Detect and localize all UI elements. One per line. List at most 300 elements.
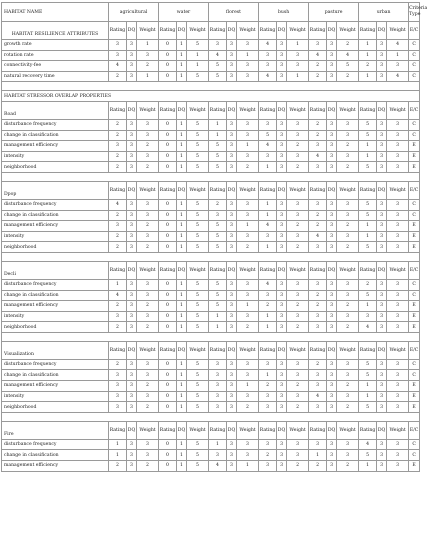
- value-cell: 3: [237, 279, 259, 290]
- table-row: [2, 141, 420, 152]
- value-cell: 2: [309, 61, 327, 72]
- value-cell: 3: [309, 311, 327, 322]
- value-cell: 3: [377, 119, 387, 130]
- value-cell: 3: [387, 450, 409, 461]
- criteria-cell: C: [409, 279, 420, 290]
- value-cell: 3: [259, 402, 277, 413]
- value-cell: 3: [227, 130, 237, 141]
- value-cell: 3: [327, 162, 337, 173]
- value-cell: 1: [209, 311, 227, 322]
- value-cell: 2: [359, 279, 377, 290]
- value-cell: 3: [127, 242, 137, 253]
- value-cell: 3: [237, 359, 259, 370]
- value-cell: 3: [227, 391, 237, 402]
- value-cell: 3: [277, 450, 287, 461]
- criteria-cell: E: [409, 151, 420, 162]
- value-cell: 3: [259, 461, 277, 472]
- subcol-header: Rating: [159, 181, 177, 199]
- table-row: [2, 221, 420, 232]
- subcol-header: Weight: [287, 341, 309, 359]
- value-cell: 3: [277, 40, 287, 51]
- value-cell: 5: [209, 221, 227, 232]
- value-cell: 3: [127, 311, 137, 322]
- subcol-header: Weight: [287, 261, 309, 279]
- criteria-cell: C: [409, 40, 420, 51]
- value-cell: 5: [187, 40, 209, 51]
- value-cell: 1: [359, 391, 377, 402]
- value-cell: 1: [309, 450, 327, 461]
- value-cell: 1: [109, 279, 127, 290]
- table-row: [2, 322, 420, 333]
- value-cell: 1: [259, 311, 277, 322]
- value-cell: 3: [109, 402, 127, 413]
- row-label: neighborhood: [2, 322, 109, 333]
- subcol-header: Rating: [209, 341, 227, 359]
- row-label: disturbance frequency: [2, 119, 109, 130]
- value-cell: 3: [259, 290, 277, 301]
- value-cell: 3: [287, 450, 309, 461]
- row-label: change in classification: [2, 130, 109, 141]
- value-cell: 1: [137, 71, 159, 82]
- value-cell: 3: [327, 141, 337, 152]
- value-cell: 3: [127, 391, 137, 402]
- value-cell: 3: [327, 40, 337, 51]
- value-cell: 3: [137, 210, 159, 221]
- value-cell: 3: [287, 290, 309, 301]
- value-cell: 3: [127, 279, 137, 290]
- value-cell: 0: [159, 199, 177, 210]
- value-cell: 3: [309, 402, 327, 413]
- subcol-header: Weight: [237, 22, 259, 40]
- value-cell: 3: [137, 50, 159, 61]
- ec-header: E/C: [409, 261, 420, 279]
- value-cell: 3: [327, 311, 337, 322]
- value-cell: 5: [209, 162, 227, 173]
- value-cell: 3: [309, 242, 327, 253]
- value-cell: 3: [209, 402, 227, 413]
- value-cell: 2: [287, 221, 309, 232]
- value-cell: 3: [377, 461, 387, 472]
- value-cell: 3: [387, 162, 409, 173]
- value-cell: 4: [259, 279, 277, 290]
- value-cell: 4: [209, 50, 227, 61]
- value-cell: 3: [237, 290, 259, 301]
- value-cell: 3: [377, 231, 387, 242]
- value-cell: 3: [237, 199, 259, 210]
- value-cell: 3: [137, 359, 159, 370]
- section-title: HABITAT STRESSOR OVERLAP PROPERTIES: [2, 91, 420, 102]
- value-cell: 3: [277, 210, 287, 221]
- criteria-cell: C: [409, 439, 420, 450]
- value-cell: 2: [287, 141, 309, 152]
- row-label: neighborhood: [2, 162, 109, 173]
- value-cell: 0: [159, 450, 177, 461]
- value-cell: 2: [287, 461, 309, 472]
- value-cell: 2: [287, 322, 309, 333]
- value-cell: 4: [359, 322, 377, 333]
- value-cell: 0: [159, 40, 177, 51]
- table-row: [2, 130, 420, 141]
- value-cell: 3: [227, 402, 237, 413]
- criteria-cell: E: [409, 402, 420, 413]
- value-cell: 3: [327, 461, 337, 472]
- value-cell: 1: [177, 119, 187, 130]
- value-cell: 2: [137, 162, 159, 173]
- value-cell: 3: [127, 450, 137, 461]
- value-cell: 5: [187, 279, 209, 290]
- gap-cell: [2, 412, 420, 421]
- value-cell: 3: [277, 439, 287, 450]
- value-cell: 3: [127, 199, 137, 210]
- subcol-header: Rating: [209, 261, 227, 279]
- value-cell: 3: [387, 439, 409, 450]
- criteria-cell: E: [409, 221, 420, 232]
- value-cell: 5: [187, 130, 209, 141]
- value-cell: 2: [337, 461, 359, 472]
- value-cell: 1: [177, 162, 187, 173]
- value-cell: 1: [177, 221, 187, 232]
- subcol-header: Weight: [287, 22, 309, 40]
- value-cell: 3: [287, 119, 309, 130]
- value-cell: 3: [327, 450, 337, 461]
- value-cell: 3: [309, 40, 327, 51]
- value-cell: 3: [137, 370, 159, 381]
- criteria-cell: C: [409, 210, 420, 221]
- value-cell: 4: [259, 141, 277, 152]
- value-cell: 1: [177, 141, 187, 152]
- value-cell: 5: [187, 461, 209, 472]
- value-cell: 3: [287, 130, 309, 141]
- table-row: [2, 391, 420, 402]
- value-cell: 3: [287, 210, 309, 221]
- subcol-header: DQ: [227, 341, 237, 359]
- value-cell: 2: [359, 61, 377, 72]
- value-cell: 3: [277, 311, 287, 322]
- subcol-header: DQ: [227, 421, 237, 439]
- value-cell: 4: [109, 199, 127, 210]
- value-cell: 3: [227, 450, 237, 461]
- value-cell: 5: [209, 231, 227, 242]
- section-gap: [2, 332, 420, 341]
- habitat-header-pasture: pasture: [309, 3, 359, 22]
- value-cell: 2: [337, 162, 359, 173]
- value-cell: 3: [237, 311, 259, 322]
- value-cell: 1: [287, 40, 309, 51]
- subcol-header: Weight: [137, 341, 159, 359]
- value-cell: 1: [177, 50, 187, 61]
- subcol-header: Rating: [309, 181, 327, 199]
- section-title: HABITAT RESILIENCE ATTRIBUTES: [2, 22, 109, 40]
- value-cell: 3: [209, 40, 227, 51]
- section-header-row: [2, 181, 420, 199]
- value-cell: 0: [159, 210, 177, 221]
- table-row: [2, 402, 420, 413]
- value-cell: 3: [237, 71, 259, 82]
- value-cell: 5: [187, 242, 209, 253]
- value-cell: 3: [327, 130, 337, 141]
- value-cell: 0: [159, 130, 177, 141]
- value-cell: 1: [209, 130, 227, 141]
- subcol-header: Rating: [309, 341, 327, 359]
- subcol-header: DQ: [227, 101, 237, 119]
- value-cell: 3: [327, 439, 337, 450]
- subcol-header: Rating: [359, 421, 377, 439]
- row-label: growth rate: [2, 40, 109, 51]
- value-cell: 1: [177, 199, 187, 210]
- value-cell: 3: [209, 370, 227, 381]
- criteria-cell: E: [409, 242, 420, 253]
- value-cell: 5: [209, 279, 227, 290]
- value-cell: 3: [277, 199, 287, 210]
- value-cell: 3: [137, 450, 159, 461]
- value-cell: 3: [327, 199, 337, 210]
- value-cell: 1: [187, 50, 209, 61]
- value-cell: 3: [127, 461, 137, 472]
- subcol-header: Weight: [387, 341, 409, 359]
- value-cell: 0: [159, 151, 177, 162]
- value-cell: 3: [327, 391, 337, 402]
- value-cell: 2: [337, 71, 359, 82]
- value-cell: 0: [159, 381, 177, 392]
- section-gap: [2, 412, 420, 421]
- subcol-header: DQ: [177, 101, 187, 119]
- value-cell: 3: [277, 461, 287, 472]
- value-cell: 5: [209, 71, 227, 82]
- value-cell: 0: [159, 322, 177, 333]
- value-cell: 3: [227, 221, 237, 232]
- table-row: [2, 162, 420, 173]
- subcol-header: Weight: [237, 261, 259, 279]
- ec-header: E/C: [409, 341, 420, 359]
- row-label: disturbance frequency: [2, 359, 109, 370]
- table-row: [2, 279, 420, 290]
- value-cell: 4: [359, 439, 377, 450]
- value-cell: 4: [309, 231, 327, 242]
- value-cell: 0: [159, 50, 177, 61]
- value-cell: 3: [109, 311, 127, 322]
- value-cell: 3: [227, 461, 237, 472]
- row-label: change in classification: [2, 290, 109, 301]
- value-cell: 3: [377, 40, 387, 51]
- value-cell: 3: [127, 301, 137, 312]
- value-cell: 3: [237, 439, 259, 450]
- value-cell: 2: [337, 242, 359, 253]
- value-cell: 3: [309, 141, 327, 152]
- habitat-header-water: water: [159, 3, 209, 22]
- value-cell: 2: [309, 461, 327, 472]
- value-cell: 5: [187, 311, 209, 322]
- value-cell: 5: [359, 210, 377, 221]
- value-cell: 3: [287, 370, 309, 381]
- value-cell: 2: [137, 402, 159, 413]
- criteria-cell: C: [409, 61, 420, 72]
- value-cell: 2: [209, 199, 227, 210]
- subcol-header: DQ: [377, 181, 387, 199]
- value-cell: 2: [309, 301, 327, 312]
- subcol-header: DQ: [177, 22, 187, 40]
- subcol-header: Rating: [259, 421, 277, 439]
- value-cell: 0: [159, 61, 177, 72]
- value-cell: 3: [227, 210, 237, 221]
- value-cell: 5: [187, 359, 209, 370]
- value-cell: 4: [259, 221, 277, 232]
- value-cell: 1: [177, 40, 187, 51]
- table-row: [2, 210, 420, 221]
- table-row: [2, 199, 420, 210]
- criteria-cell: E: [409, 391, 420, 402]
- value-cell: 3: [237, 210, 259, 221]
- value-cell: 3: [209, 450, 227, 461]
- value-cell: 3: [277, 130, 287, 141]
- value-cell: 3: [227, 439, 237, 450]
- value-cell: 5: [187, 162, 209, 173]
- subcol-header: DQ: [327, 101, 337, 119]
- value-cell: 3: [277, 231, 287, 242]
- value-cell: 2: [259, 450, 277, 461]
- value-cell: 0: [159, 242, 177, 253]
- value-cell: 1: [177, 381, 187, 392]
- ec-header: E/C: [409, 101, 420, 119]
- value-cell: 3: [259, 231, 277, 242]
- row-label: intensity: [2, 231, 109, 242]
- value-cell: 3: [277, 50, 287, 61]
- subcol-header: Weight: [287, 101, 309, 119]
- criteria-cell: C: [409, 130, 420, 141]
- value-cell: 3: [277, 141, 287, 152]
- value-cell: 1: [359, 221, 377, 232]
- value-cell: 3: [237, 40, 259, 51]
- subcol-header: Rating: [309, 22, 327, 40]
- value-cell: 3: [387, 370, 409, 381]
- value-cell: 3: [277, 290, 287, 301]
- table-row: [2, 370, 420, 381]
- value-cell: 3: [377, 359, 387, 370]
- value-cell: 3: [387, 130, 409, 141]
- value-cell: 3: [277, 402, 287, 413]
- value-cell: 1: [359, 40, 377, 51]
- value-cell: 2: [109, 231, 127, 242]
- gap-cell: [2, 252, 420, 261]
- value-cell: 3: [327, 221, 337, 232]
- value-cell: 3: [309, 439, 327, 450]
- value-cell: 4: [387, 71, 409, 82]
- criteria-cell: C: [409, 50, 420, 61]
- subcol-header: Rating: [209, 101, 227, 119]
- value-cell: 3: [287, 279, 309, 290]
- value-cell: 1: [177, 461, 187, 472]
- value-cell: 3: [327, 151, 337, 162]
- criteria-cell: E: [409, 311, 420, 322]
- value-cell: 1: [177, 402, 187, 413]
- value-cell: 1: [237, 221, 259, 232]
- subcol-header: DQ: [127, 101, 137, 119]
- subcol-header: Rating: [159, 261, 177, 279]
- value-cell: 3: [127, 231, 137, 242]
- value-cell: 0: [159, 71, 177, 82]
- value-cell: 3: [277, 242, 287, 253]
- value-cell: 5: [187, 199, 209, 210]
- value-cell: 5: [187, 231, 209, 242]
- value-cell: 3: [127, 162, 137, 173]
- value-cell: 1: [177, 311, 187, 322]
- value-cell: 3: [237, 151, 259, 162]
- value-cell: 5: [187, 322, 209, 333]
- value-cell: 1: [237, 301, 259, 312]
- value-cell: 5: [209, 61, 227, 72]
- value-cell: 3: [227, 279, 237, 290]
- value-cell: 3: [259, 151, 277, 162]
- row-label: management efficiency: [2, 301, 109, 312]
- value-cell: 3: [377, 391, 387, 402]
- value-cell: 2: [109, 162, 127, 173]
- value-cell: 5: [359, 359, 377, 370]
- value-cell: 5: [187, 301, 209, 312]
- subcol-header: Rating: [359, 101, 377, 119]
- subcol-header: Rating: [109, 181, 127, 199]
- habitat-header-urban: urban: [359, 3, 409, 22]
- value-cell: 3: [127, 381, 137, 392]
- value-cell: 3: [109, 391, 127, 402]
- value-cell: 3: [127, 151, 137, 162]
- value-cell: 3: [337, 151, 359, 162]
- ec-header: E/C: [409, 421, 420, 439]
- ec-header: E/C: [409, 22, 420, 40]
- subcol-header: DQ: [327, 341, 337, 359]
- table-row: [2, 381, 420, 392]
- value-cell: 3: [337, 231, 359, 242]
- gap-cell: [2, 172, 420, 181]
- value-cell: 5: [187, 151, 209, 162]
- value-cell: 3: [227, 50, 237, 61]
- value-cell: 3: [327, 370, 337, 381]
- value-cell: 5: [187, 221, 209, 232]
- subcol-header: DQ: [177, 261, 187, 279]
- subcol-header: DQ: [327, 261, 337, 279]
- subcol-header: DQ: [227, 261, 237, 279]
- value-cell: 1: [287, 71, 309, 82]
- value-cell: 1: [387, 50, 409, 61]
- section-title: Road: [2, 101, 109, 119]
- value-cell: 2: [337, 221, 359, 232]
- value-cell: 1: [237, 461, 259, 472]
- subcol-header: DQ: [377, 421, 387, 439]
- value-cell: 1: [359, 50, 377, 61]
- value-cell: 1: [109, 439, 127, 450]
- value-cell: 3: [227, 199, 237, 210]
- value-cell: 5: [187, 141, 209, 152]
- subcol-header: Rating: [259, 101, 277, 119]
- value-cell: 2: [137, 381, 159, 392]
- value-cell: 3: [309, 279, 327, 290]
- value-cell: 5: [187, 370, 209, 381]
- subcol-header: Weight: [237, 181, 259, 199]
- value-cell: 3: [387, 391, 409, 402]
- value-cell: 2: [337, 40, 359, 51]
- value-cell: 3: [337, 359, 359, 370]
- value-cell: 3: [377, 402, 387, 413]
- value-cell: 1: [209, 119, 227, 130]
- value-cell: 3: [377, 450, 387, 461]
- value-cell: 3: [327, 322, 337, 333]
- value-cell: 3: [387, 290, 409, 301]
- value-cell: 3: [387, 279, 409, 290]
- value-cell: 0: [159, 461, 177, 472]
- value-cell: 1: [177, 450, 187, 461]
- value-cell: 0: [159, 279, 177, 290]
- value-cell: 4: [109, 61, 127, 72]
- value-cell: 3: [377, 301, 387, 312]
- value-cell: 5: [187, 210, 209, 221]
